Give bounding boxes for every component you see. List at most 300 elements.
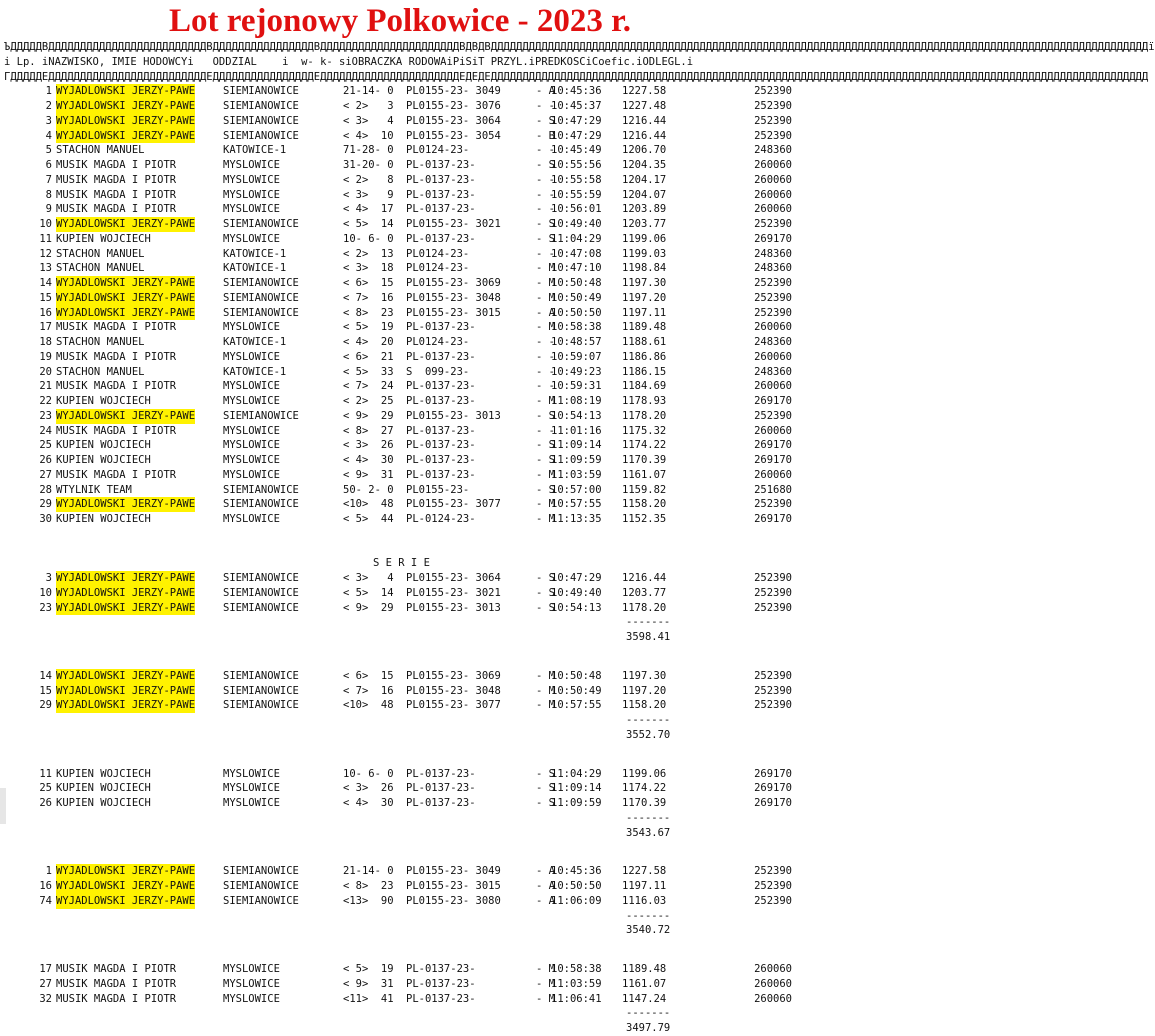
lp: 25 bbox=[39, 439, 52, 452]
competition-count: <10> 48 bbox=[343, 498, 394, 511]
lp: 21 bbox=[39, 380, 52, 393]
distance: 269170 bbox=[754, 782, 792, 795]
ring-number: PL-0137-23- bbox=[406, 424, 476, 437]
ring-number: PL0124-23- bbox=[406, 336, 470, 348]
lp: 19 bbox=[39, 350, 52, 363]
competition-count: 71-28- 0 bbox=[343, 144, 394, 157]
competition-count: < 5> 33 bbox=[343, 365, 394, 378]
arrival-time: 10:57:00 bbox=[551, 483, 602, 496]
speed: 1197.20 bbox=[622, 684, 667, 697]
lp: 12 bbox=[39, 247, 52, 260]
fancier-name: WYJADLOWSKI JERZY-PAWE bbox=[56, 129, 196, 142]
distance: 252390 bbox=[754, 601, 792, 614]
category: - M bbox=[536, 992, 555, 1005]
lp: 26 bbox=[39, 797, 52, 809]
table-row bbox=[4, 143, 798, 158]
table-row bbox=[4, 350, 798, 365]
fancier-name: MUSIK MAGDA I PIOTR bbox=[56, 977, 177, 990]
arrival-time: 10:54:13 bbox=[551, 601, 602, 614]
arrival-time: 10:54:13 bbox=[551, 409, 602, 422]
fancier-name: WYJADLOWSKI JERZY-PAWE bbox=[56, 85, 196, 98]
arrival-time: 10:48:57 bbox=[551, 336, 602, 348]
ring-number: PL-0137-23- bbox=[406, 321, 476, 334]
ring-number: PL-0137-23- bbox=[406, 992, 476, 1005]
category: - A bbox=[536, 894, 555, 907]
distance: 260060 bbox=[754, 468, 792, 481]
arrival-time: 10:45:36 bbox=[551, 865, 602, 878]
branch: KATOWICE-1 bbox=[223, 262, 287, 275]
lp: 32 bbox=[39, 992, 52, 1005]
ring-number: PL0155-23- 3013 bbox=[406, 409, 501, 422]
speed: 1198.84 bbox=[622, 262, 667, 275]
lp: 26 bbox=[39, 454, 52, 466]
branch: SIEMIANOWICE bbox=[223, 114, 299, 127]
fancier-name: KUPIEN WOJCIECH bbox=[56, 232, 151, 245]
ring-number: PL0124-23- bbox=[406, 247, 470, 260]
competition-count: < 8> 23 bbox=[343, 306, 394, 319]
competition-count: < 8> 23 bbox=[343, 880, 394, 892]
ring-number: PL-0137-23- bbox=[406, 468, 476, 481]
branch: KATOWICE-1 bbox=[223, 365, 287, 378]
table-row bbox=[4, 365, 798, 380]
fancier-name: STACHON MANUEL bbox=[56, 144, 145, 157]
fancier-name: STACHON MANUEL bbox=[56, 262, 145, 275]
branch: SIEMIANOWICE bbox=[223, 100, 299, 112]
table-row bbox=[4, 379, 798, 394]
competition-count: < 8> 27 bbox=[343, 424, 394, 437]
competition-count: < 6> 15 bbox=[343, 277, 394, 289]
table-row bbox=[4, 992, 798, 1007]
ring-number: PL0155-23- 3013 bbox=[406, 601, 501, 614]
table-row bbox=[4, 438, 798, 453]
competition-count: < 3> 18 bbox=[343, 262, 394, 275]
arrival-time: 10:47:29 bbox=[551, 572, 602, 584]
branch: MYSLOWICE bbox=[223, 321, 280, 334]
table-row bbox=[4, 767, 798, 782]
fancier-name: STACHON MANUEL bbox=[56, 365, 145, 378]
ring-number: PL-0137-23- bbox=[406, 188, 476, 201]
speed: 1197.11 bbox=[622, 306, 667, 319]
fancier-name: WYJADLOWSKI JERZY-PAWE bbox=[56, 865, 196, 878]
lp: 1 bbox=[45, 85, 52, 98]
arrival-time: 10:57:55 bbox=[551, 699, 602, 712]
ring-number: PL0124-23- bbox=[406, 144, 470, 157]
speed: 1227.48 bbox=[622, 100, 667, 112]
fancier-name: WYJADLOWSKI JERZY-PAWE bbox=[56, 306, 196, 319]
results-list bbox=[4, 84, 798, 527]
lp: 2 bbox=[45, 100, 52, 112]
table-row bbox=[4, 276, 798, 291]
speed: 1152.35 bbox=[622, 513, 667, 525]
arrival-time: 10:59:07 bbox=[551, 350, 602, 363]
table-row bbox=[4, 158, 798, 173]
ring-number: PL0155-23- 3077 bbox=[406, 699, 501, 712]
branch: MYSLOWICE bbox=[223, 468, 280, 481]
distance: 252390 bbox=[754, 100, 792, 112]
scrollbar-thumb[interactable] bbox=[0, 788, 6, 824]
branch: MYSLOWICE bbox=[223, 350, 280, 363]
arrival-time: 10:55:59 bbox=[551, 188, 602, 201]
ring-number: PL0155-23- 3064 bbox=[406, 572, 501, 584]
ring-number: PL0155-23- 3076 bbox=[406, 100, 501, 112]
series-separator: ------- bbox=[626, 616, 671, 629]
speed: 1189.48 bbox=[622, 321, 667, 334]
fancier-name: WYJADLOWSKI JERZY-PAWE bbox=[56, 114, 196, 127]
arrival-time: 11:06:41 bbox=[551, 992, 602, 1005]
lp: 5 bbox=[45, 144, 52, 157]
results-report bbox=[4, 40, 1155, 1036]
fancier-name: MUSIK MAGDA I PIOTR bbox=[56, 188, 177, 201]
arrival-time: 10:57:55 bbox=[551, 498, 602, 511]
fancier-name: MUSIK MAGDA I PIOTR bbox=[56, 159, 177, 171]
table-row bbox=[4, 796, 798, 811]
distance: 252390 bbox=[754, 699, 792, 712]
competition-count: < 3> 26 bbox=[343, 782, 394, 795]
speed: 1159.82 bbox=[622, 483, 667, 496]
series-total: 3552.70 bbox=[626, 728, 671, 741]
category: - S bbox=[536, 232, 555, 245]
arrival-time: 11:09:59 bbox=[551, 797, 602, 809]
distance: 248360 bbox=[754, 336, 792, 348]
branch: SIEMIANOWICE bbox=[223, 601, 299, 614]
lp: 74 bbox=[39, 894, 52, 907]
ring-number: PL0155-23- 3021 bbox=[406, 218, 501, 230]
speed: 1227.58 bbox=[622, 85, 667, 98]
fancier-name: WYJADLOWSKI JERZY-PAWE bbox=[56, 100, 196, 112]
series-group bbox=[4, 864, 798, 938]
lp: 11 bbox=[39, 232, 52, 245]
branch: MYSLOWICE bbox=[223, 203, 280, 216]
speed: 1147.24 bbox=[622, 992, 667, 1005]
table-row bbox=[4, 394, 798, 409]
table-row bbox=[4, 483, 798, 498]
table-row bbox=[4, 247, 798, 262]
category: - A bbox=[536, 85, 555, 98]
ring-number: S 099-23- bbox=[406, 365, 470, 378]
arrival-time: 10:45:49 bbox=[551, 144, 602, 157]
speed: 1116.03 bbox=[622, 894, 667, 907]
series-separator: ------- bbox=[626, 714, 671, 726]
competition-count: < 9> 29 bbox=[343, 409, 394, 422]
arrival-time: 11:04:29 bbox=[551, 232, 602, 245]
category: - - bbox=[536, 336, 555, 348]
speed: 1199.06 bbox=[622, 232, 667, 245]
distance: 269170 bbox=[754, 454, 792, 466]
ring-number: PL-0137-23- bbox=[406, 395, 476, 407]
speed: 1170.39 bbox=[622, 454, 667, 466]
competition-count: < 4> 30 bbox=[343, 454, 394, 466]
distance: 260060 bbox=[754, 350, 792, 363]
table-row bbox=[4, 962, 798, 977]
arrival-time: 10:47:10 bbox=[551, 262, 602, 275]
table-row bbox=[4, 173, 798, 188]
fancier-name: WYJADLOWSKI JERZY-PAWE bbox=[56, 880, 196, 892]
lp: 29 bbox=[39, 498, 52, 511]
category: - - bbox=[536, 424, 555, 437]
lp: 23 bbox=[39, 601, 52, 614]
category: - A bbox=[536, 865, 555, 878]
distance: 252390 bbox=[754, 865, 792, 878]
ring-number: PL0155-23- bbox=[406, 483, 470, 496]
lp: 6 bbox=[45, 159, 52, 171]
distance: 260060 bbox=[754, 173, 792, 186]
category: - S bbox=[536, 159, 555, 171]
fancier-name: KUPIEN WOJCIECH bbox=[56, 454, 151, 466]
competition-count: < 6> 15 bbox=[343, 669, 394, 682]
branch: SIEMIANOWICE bbox=[223, 572, 299, 584]
table-row bbox=[4, 84, 798, 99]
arrival-time: 11:09:14 bbox=[551, 782, 602, 795]
competition-count: < 7> 24 bbox=[343, 380, 394, 393]
competition-count: 50- 2- 0 bbox=[343, 483, 394, 496]
ring-number: PL0155-23- 3048 bbox=[406, 684, 501, 697]
fancier-name: KUPIEN WOJCIECH bbox=[56, 513, 151, 525]
competition-count: < 6> 21 bbox=[343, 350, 394, 363]
distance: 252390 bbox=[754, 894, 792, 907]
distance: 260060 bbox=[754, 992, 792, 1005]
competition-count: < 7> 16 bbox=[343, 684, 394, 697]
distance: 252390 bbox=[754, 409, 792, 422]
lp: 10 bbox=[39, 586, 52, 599]
category: - S bbox=[536, 601, 555, 614]
arrival-time: 10:47:29 bbox=[551, 114, 602, 127]
lp: 15 bbox=[39, 684, 52, 697]
arrival-time: 10:49:40 bbox=[551, 586, 602, 599]
table-row bbox=[4, 424, 798, 439]
lp: 14 bbox=[39, 669, 52, 682]
speed: 1216.44 bbox=[622, 114, 667, 127]
ring-number: PL-0137-23- bbox=[406, 173, 476, 186]
ring-number: PL0155-23- 3015 bbox=[406, 880, 501, 892]
category: - M bbox=[536, 498, 555, 511]
speed: 1188.61 bbox=[622, 336, 667, 348]
fancier-name: MUSIK MAGDA I PIOTR bbox=[56, 468, 177, 481]
arrival-time: 10:50:49 bbox=[551, 291, 602, 304]
arrival-time: 10:58:38 bbox=[551, 963, 602, 975]
competition-count: < 3> 9 bbox=[343, 188, 394, 201]
ring-number: PL-0137-23- bbox=[406, 439, 476, 452]
competition-count: < 2> 8 bbox=[343, 173, 394, 186]
table-row bbox=[4, 99, 798, 114]
ring-number: PL-0137-23- bbox=[406, 963, 476, 975]
fancier-name: STACHON MANUEL bbox=[56, 247, 145, 260]
speed: 1197.11 bbox=[622, 880, 667, 892]
series-separator: ------- bbox=[626, 1007, 671, 1020]
branch: SIEMIANOWICE bbox=[223, 880, 299, 892]
competition-count: < 2> 3 bbox=[343, 100, 394, 112]
fancier-name: WTYLNIK TEAM bbox=[56, 483, 132, 496]
competition-count: 21-14- 0 bbox=[343, 85, 394, 98]
table-row bbox=[4, 202, 798, 217]
competition-count: < 9> 31 bbox=[343, 468, 394, 481]
category: - S bbox=[536, 409, 555, 422]
category: - S bbox=[536, 218, 555, 230]
distance: 252390 bbox=[754, 291, 792, 304]
arrival-time: 10:58:38 bbox=[551, 321, 602, 334]
competition-count: < 4> 20 bbox=[343, 336, 394, 348]
distance: 260060 bbox=[754, 380, 792, 393]
competition-count: < 2> 25 bbox=[343, 395, 394, 407]
ring-number: PL-0137-23- bbox=[406, 350, 476, 363]
table-row bbox=[4, 864, 798, 879]
arrival-time: 10:50:49 bbox=[551, 684, 602, 697]
header-border-top: ЪДДДДДВДДДДДДДДДДДДДДДДДДДДДДДДДВДДДДДДДДДДДДДДДДВДДДДДДДДДДДДДДДДДДДДДДВДВДВДДДДДДДДДДДДДДДДДДДДДДДДДДДДДДДДДДДДДДДДДДДДДДДДДДДДДДДДДДДДДДДДДДДДДДДДДДДДДДДДДДДДДДДДДДДДДДДДДДДДДДДДї bbox=[4, 41, 1155, 53]
speed: 1216.44 bbox=[622, 129, 667, 142]
table-row bbox=[4, 129, 798, 144]
table-row bbox=[4, 879, 798, 894]
arrival-time: 10:50:48 bbox=[551, 669, 602, 682]
ring-number: PL-0137-23- bbox=[406, 797, 476, 809]
fancier-name: MUSIK MAGDA I PIOTR bbox=[56, 350, 177, 363]
speed: 1204.17 bbox=[622, 173, 667, 186]
speed: 1170.39 bbox=[622, 797, 667, 809]
competition-count: < 4> 30 bbox=[343, 797, 394, 809]
lp: 7 bbox=[45, 173, 52, 186]
fancier-name: KUPIEN WOJCIECH bbox=[56, 767, 151, 780]
speed: 1197.30 bbox=[622, 277, 667, 289]
table-row bbox=[4, 335, 798, 350]
fancier-name: WYJADLOWSKI JERZY-PAWE bbox=[56, 498, 196, 511]
table-row bbox=[4, 232, 798, 247]
fancier-name: WYJADLOWSKI JERZY-PAWE bbox=[56, 684, 196, 697]
category: - S bbox=[536, 767, 555, 780]
speed: 1158.20 bbox=[622, 699, 667, 712]
branch: MYSLOWICE bbox=[223, 380, 280, 393]
branch: SIEMIANOWICE bbox=[223, 85, 299, 98]
lp: 23 bbox=[39, 409, 52, 422]
series-separator: ------- bbox=[626, 811, 671, 824]
table-row bbox=[4, 291, 798, 306]
branch: SIEMIANOWICE bbox=[223, 894, 299, 907]
competition-count: < 4> 17 bbox=[343, 203, 394, 216]
ring-number: PL-0137-23- bbox=[406, 232, 476, 245]
competition-count: < 5> 44 bbox=[343, 513, 394, 525]
fancier-name: KUPIEN WOJCIECH bbox=[56, 439, 151, 452]
table-row bbox=[4, 781, 798, 796]
fancier-name: MUSIK MAGDA I PIOTR bbox=[56, 380, 177, 393]
distance: 260060 bbox=[754, 963, 792, 975]
fancier-name: STACHON MANUEL bbox=[56, 336, 145, 348]
speed: 1184.69 bbox=[622, 380, 667, 393]
category: - - bbox=[536, 365, 555, 378]
lp: 16 bbox=[39, 880, 52, 892]
ring-number: PL0155-23- 3080 bbox=[406, 894, 501, 907]
table-row bbox=[4, 188, 798, 203]
competition-count: 21-14- 0 bbox=[343, 865, 394, 878]
distance: 252390 bbox=[754, 669, 792, 682]
lp: 28 bbox=[39, 483, 52, 496]
category: - M bbox=[536, 977, 555, 990]
category: - - bbox=[536, 173, 555, 186]
branch: MYSLOWICE bbox=[223, 767, 280, 780]
competition-count: 10- 6- 0 bbox=[343, 232, 394, 245]
speed: 1199.06 bbox=[622, 767, 667, 780]
distance: 260060 bbox=[754, 203, 792, 216]
competition-count: < 7> 16 bbox=[343, 291, 394, 304]
distance: 269170 bbox=[754, 513, 792, 525]
distance: 260060 bbox=[754, 321, 792, 334]
fancier-name: WYJADLOWSKI JERZY-PAWE bbox=[56, 409, 196, 422]
arrival-time: 10:50:50 bbox=[551, 880, 602, 892]
arrival-time: 11:08:19 bbox=[551, 395, 602, 407]
competition-count: < 5> 14 bbox=[343, 586, 394, 599]
category: - - bbox=[536, 188, 555, 201]
branch: SIEMIANOWICE bbox=[223, 409, 299, 422]
speed: 1206.70 bbox=[622, 144, 667, 157]
lp: 15 bbox=[39, 291, 52, 304]
competition-count: < 9> 29 bbox=[343, 601, 394, 614]
distance: 269170 bbox=[754, 439, 792, 452]
category: - M bbox=[536, 395, 555, 407]
lp: 10 bbox=[39, 218, 52, 230]
ring-number: PL0155-23- 3054 bbox=[406, 129, 501, 142]
competition-count: < 5> 19 bbox=[343, 321, 394, 334]
distance: 260060 bbox=[754, 424, 792, 437]
distance: 252390 bbox=[754, 218, 792, 230]
lp: 27 bbox=[39, 468, 52, 481]
ring-number: PL0155-23- 3077 bbox=[406, 498, 501, 511]
lp: 30 bbox=[39, 513, 52, 525]
table-row bbox=[4, 698, 798, 713]
speed: 1197.30 bbox=[622, 669, 667, 682]
distance: 251680 bbox=[754, 483, 792, 496]
ring-number: PL0155-23- 3064 bbox=[406, 114, 501, 127]
category: - - bbox=[536, 350, 555, 363]
ring-number: PL-0137-23- bbox=[406, 380, 476, 393]
fancier-name: KUPIEN WOJCIECH bbox=[56, 395, 151, 407]
distance: 252390 bbox=[754, 306, 792, 319]
branch: KATOWICE-1 bbox=[223, 144, 287, 157]
category: - - bbox=[536, 380, 555, 393]
series-list bbox=[4, 571, 798, 1036]
branch: SIEMIANOWICE bbox=[223, 865, 299, 878]
lp: 18 bbox=[39, 336, 52, 348]
speed: 1189.48 bbox=[622, 963, 667, 975]
branch: SIEMIANOWICE bbox=[223, 218, 299, 230]
table-row bbox=[4, 409, 798, 424]
speed: 1203.77 bbox=[622, 586, 667, 599]
arrival-time: 10:45:37 bbox=[551, 100, 602, 112]
branch: MYSLOWICE bbox=[223, 395, 280, 407]
category: - M bbox=[536, 291, 555, 304]
ring-number: PL0155-23- 3015 bbox=[406, 306, 501, 319]
table-row bbox=[4, 320, 798, 335]
competition-count: 10- 6- 0 bbox=[343, 767, 394, 780]
category: - M bbox=[536, 669, 555, 682]
arrival-time: 11:09:59 bbox=[551, 454, 602, 466]
page-title: Lot rejonowy Polkowice - 2023 r. bbox=[169, 3, 631, 39]
table-row bbox=[4, 894, 798, 909]
branch: MYSLOWICE bbox=[223, 963, 280, 975]
distance: 248360 bbox=[754, 247, 792, 260]
arrival-time: 10:55:58 bbox=[551, 173, 602, 186]
branch: MYSLOWICE bbox=[223, 439, 280, 452]
distance: 269170 bbox=[754, 232, 792, 245]
speed: 1175.32 bbox=[622, 424, 667, 437]
ring-number: PL0155-23- 3049 bbox=[406, 865, 501, 878]
speed: 1178.20 bbox=[622, 601, 667, 614]
ring-number: PL-0124-23- bbox=[406, 513, 476, 525]
arrival-time: 10:50:50 bbox=[551, 306, 602, 319]
speed: 1158.20 bbox=[622, 498, 667, 511]
competition-count: 31-20- 0 bbox=[343, 159, 394, 171]
category: - S bbox=[536, 797, 555, 809]
category: - S bbox=[536, 782, 555, 795]
lp: 17 bbox=[39, 963, 52, 975]
category: - M bbox=[536, 963, 555, 975]
distance: 269170 bbox=[754, 767, 792, 780]
competition-count: <10> 48 bbox=[343, 699, 394, 712]
